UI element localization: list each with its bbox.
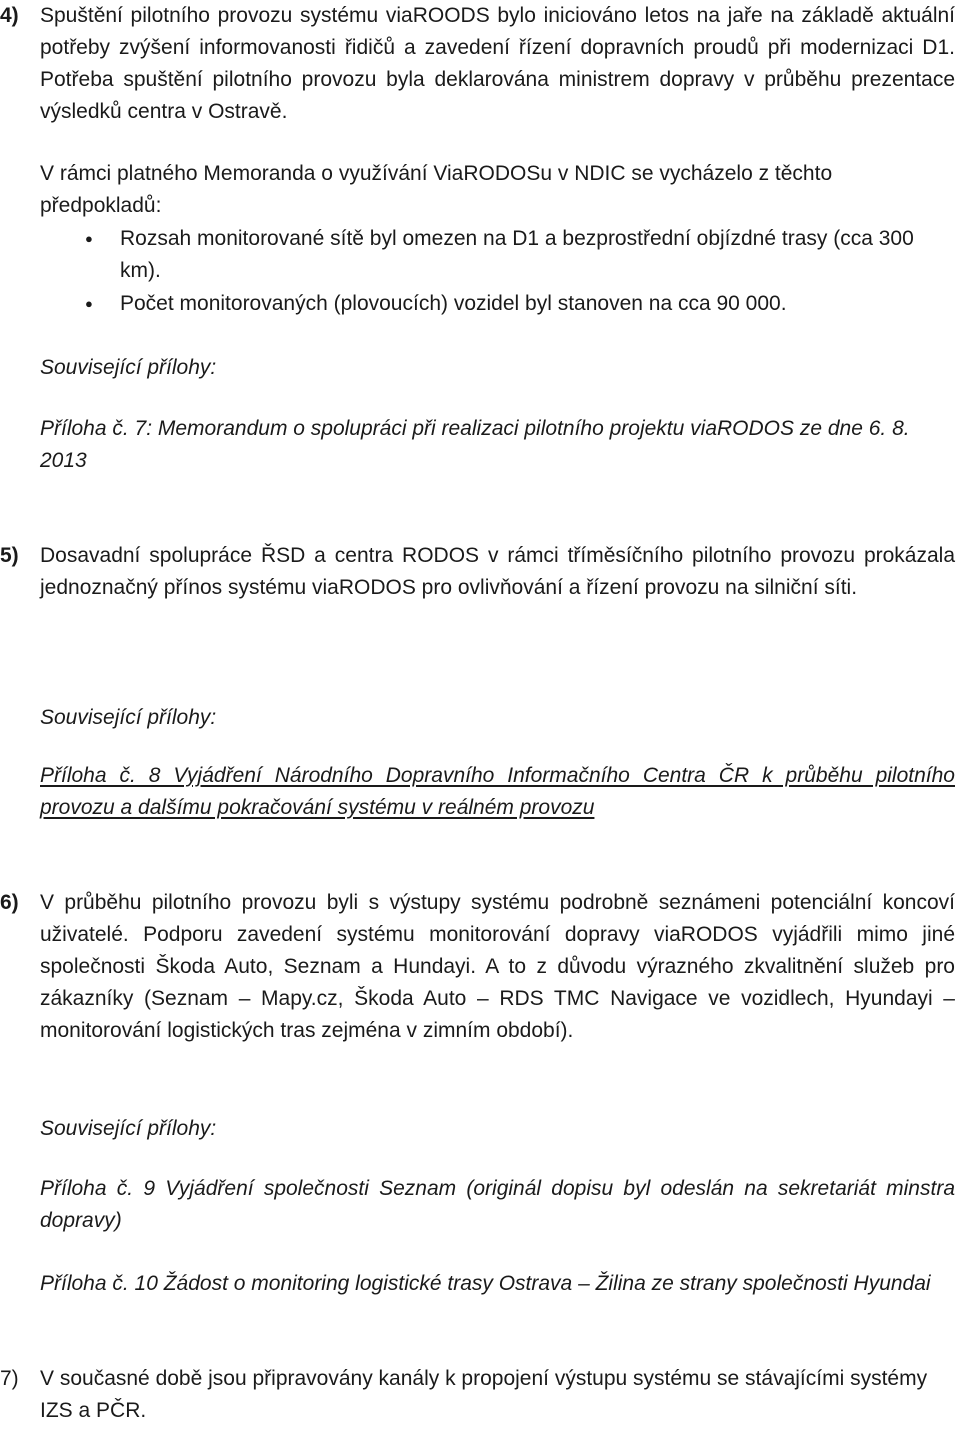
- related-attachments-label: Související přílohy:: [40, 706, 217, 729]
- item-number-6: 6): [0, 891, 19, 914]
- attachment-10: Příloha č. 10 Žádost o monitoring logistické trasy Ostrava – Žilina ze strany společnosti Hyundai: [40, 1272, 931, 1295]
- related-attachments-label: Související přílohy:: [40, 356, 217, 379]
- item-number-4: 4): [0, 4, 19, 27]
- attachment-9: Příloha č. 9 Vyjádření společnosti Seznam (originál dopisu byl odeslán na sekretariát minstra dopravy): [40, 1177, 955, 1232]
- item-number-7: 7): [0, 1367, 19, 1390]
- bullet-marker: ●: [85, 231, 93, 246]
- attachment-7: Příloha č. 7: Memorandum o spolupráci při realizaci pilotního projektu viaRODOS ze dne 6. 8. 2013: [40, 417, 910, 472]
- item-5-text: Dosavadní spolupráce ŘSD a centra RODOS v rámci tříměsíčního pilotního provozu prokázala jednoznačný přínos systému viaRODOS pro ovlivňování a řízení provozu na silniční síti.: [40, 544, 955, 599]
- attachment-8: Příloha č. 8 Vyjádření Národního Dopravního Informačního Centra ČR k průběhu pilotního provozu a dalšímu pokračování systému v reálném provozu: [40, 764, 955, 819]
- bullet-marker: ●: [85, 296, 93, 311]
- item-number-5: 5): [0, 544, 19, 567]
- bullet-item-vehicle-count: Počet monitorovaných (plovoucích) vozidel byl stanoven na cca 90 000.: [120, 292, 787, 315]
- item-6-text: V průběhu pilotního provozu byli s výstupy systému podrobně seznámeni potenciální koncoví uživatelé. Podporu zavedení systému monitorování dopravy viaRODOS vyjádřili mimo jiné společnosti Škoda Auto, Seznam a Hundayi. A to z důvodu výrazného zkvalitnění služeb pro zákazníky (Seznam – Mapy.cz, Škoda Auto – RDS TMC Navigace ve vozidlech, Hyundayi – monitorování logistických tras zejména v zimním období).: [40, 891, 955, 1042]
- item-4-text: Spuštění pilotního provozu systému viaROODS bylo iniciováno letos na jaře na základě aktuální potřeby zvýšení informovanosti řidičů a zavedení řízení dopravních proudů při modernizaci D1. Potřeba spuštění pilotního provozu byla deklarována ministrem dopravy v průběhu prezentace výsledků centra v Ostravě.: [40, 4, 955, 123]
- memorandum-intro: V rámci platného Memoranda o využívání ViaRODOSu v NDIC se vycházelo z těchto předpokladů:: [40, 162, 833, 217]
- item-7-text: V současné době jsou připravovány kanály k propojení výstupu systému se stávajícími systémy IZS a PČR.: [40, 1367, 928, 1422]
- bullet-item-network-scope: Rozsah monitorované sítě byl omezen na D1 a bezprostřední objízdné trasy (cca 300 km).: [120, 227, 914, 282]
- related-attachments-label: Související přílohy:: [40, 1117, 217, 1140]
